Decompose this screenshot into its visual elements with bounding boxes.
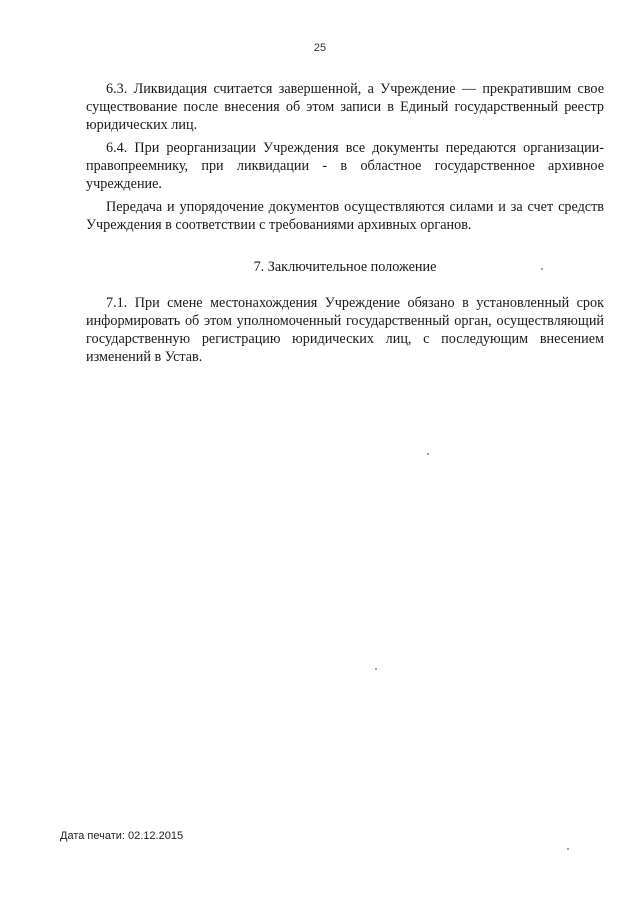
paragraph-6-4: 6.4. При реорганизации Учреждения все документы передаются организации-правопреемнику, при ликвидации - в областное государственное архивное учреждение. [86, 140, 604, 192]
scan-speck [427, 453, 429, 455]
paragraph-7-1: 7.1. При смене местонахождения Учреждение обязано в установленный срок информировать об этом уполномоченный государственный орган, осуществляющий государственную регистрацию юридических лиц, с последующим внесением изменений в Устав. [86, 295, 604, 365]
scan-speck [567, 848, 569, 850]
document-body [86, 80, 604, 366]
page-number: 25 [313, 42, 327, 54]
paragraph-transfer: Передача и упорядочение документов осуществляются силами и за счет средств Учреждения в соответствии с требованиями архивных органов. [86, 199, 604, 233]
paragraph-6-3: 6.3. Ликвидация считается завершенной, а Учреждение — прекратившим свое существование после внесения об этом записи в Единый государственный реестр юридических лиц. [86, 81, 604, 133]
scan-speck [375, 668, 377, 670]
print-date: Дата печати: 02.12.2015 [60, 830, 184, 842]
section-title: 7. Заключительное положение [253, 259, 437, 275]
scan-speck [541, 268, 543, 270]
